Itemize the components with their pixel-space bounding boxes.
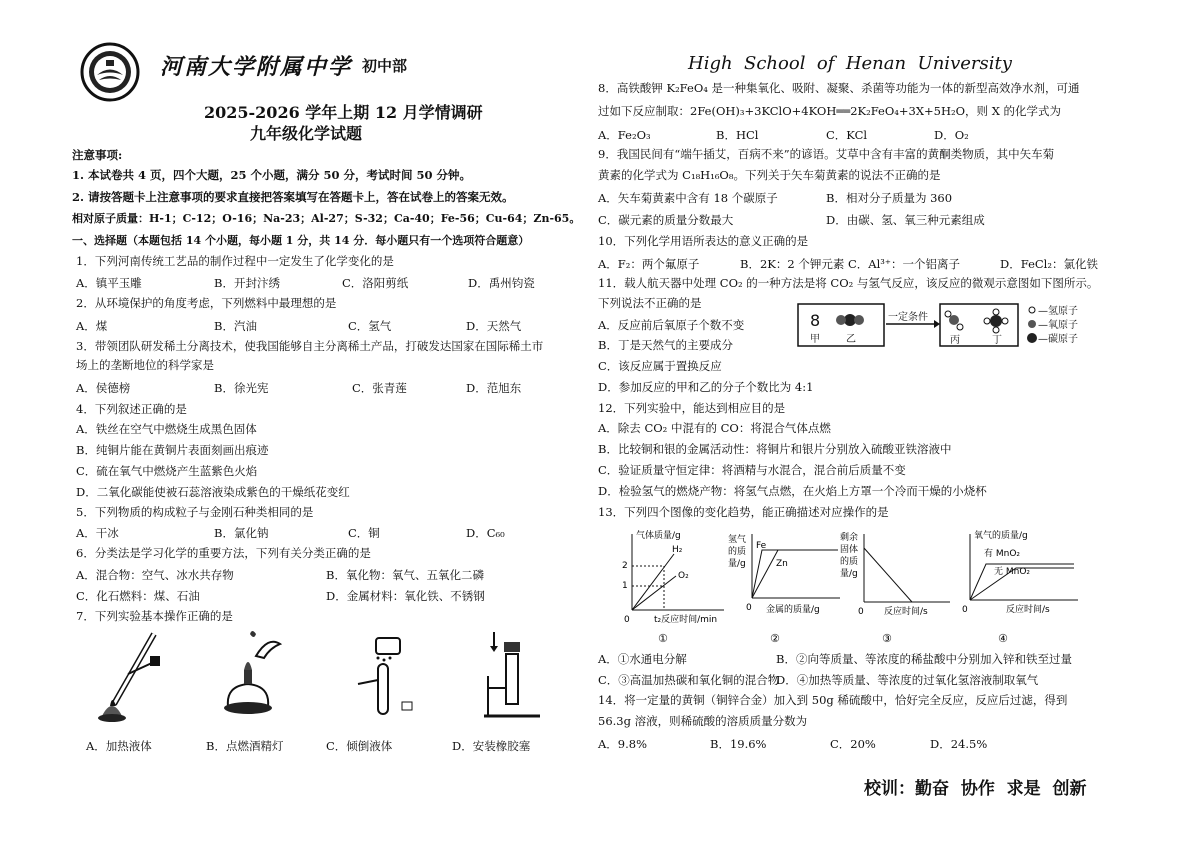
- option: D．FeCl₂：氯化铁: [1000, 257, 1098, 271]
- option: D．安装橡胶塞: [452, 739, 531, 753]
- option: D．金属材料：氧化铁、不锈钢: [326, 589, 485, 603]
- option: C．验证质量守恒定律：将酒精与水混合，混合前后质量不变: [598, 463, 906, 477]
- exam-subtitle: 九年级化学试题: [250, 124, 363, 143]
- option: A．侯德榜: [76, 381, 131, 395]
- graph2-xlabel: 金属的质量/g: [766, 605, 820, 615]
- legend-oxygen-dot: [1028, 320, 1036, 328]
- option: D．由碳、氢、氧三种元素组成: [826, 213, 985, 227]
- option: C．硫在氧气中燃烧产生蓝紫色火焰: [76, 464, 258, 478]
- option: A．铁丝在空气中燃烧生成黑色固体: [76, 422, 257, 436]
- methane-carbon: [990, 315, 1002, 327]
- option: A．9.8%: [598, 737, 648, 751]
- methane-h3: [984, 318, 990, 324]
- water-oxygen: [949, 315, 959, 325]
- graph-3: [838, 526, 956, 648]
- option: B．徐光宪: [214, 381, 269, 395]
- option: A．①水通电分解: [598, 652, 687, 666]
- graph2-ylabel: 的质: [728, 547, 747, 557]
- atomic-masses: 相对原子质量：H-1；C-12；O-16；Na-23；Al-27；S-32；Ca-40；Fe-56；Cu-64；Zn-65。: [72, 212, 581, 225]
- option: A．混合物：空气、冰水共存物: [76, 568, 234, 582]
- graph-1: [614, 526, 732, 648]
- question-stem: 4．下列叙述正确的是: [76, 402, 187, 416]
- graph1-ylabel: 气体质量/g: [636, 531, 681, 541]
- label-bing: 丙: [950, 335, 960, 346]
- option: D．参加反应的甲和乙的分子个数比为 4:1: [598, 380, 814, 394]
- option: C．KCl: [826, 128, 868, 142]
- question-stem: 2．从环境保护的角度考虑，下列燃料中最理想的是: [76, 296, 337, 310]
- option: B．19.6%: [710, 737, 767, 751]
- question-stem: 7．下列实验基本操作正确的是: [76, 609, 233, 623]
- question-stem: 56.3g 溶液，则稀硫酸的溶质质量分数为: [598, 714, 808, 728]
- option: C．铜: [348, 526, 380, 540]
- graph-4: [956, 526, 1086, 648]
- co2-oxygen-right: [854, 315, 864, 325]
- pouring-liquid-illustration: [348, 628, 418, 724]
- option: C．③高温加热碳和氧化铜的混合物: [598, 673, 780, 687]
- graph4-ylabel: 氧气的质量/g: [974, 531, 1028, 541]
- option: D．天然气: [466, 319, 522, 333]
- school-name-cn: 河南大学附属中学: [160, 54, 353, 80]
- legend-carbon-dot: [1027, 333, 1037, 343]
- question-stem: 1．下列河南传统工艺品的制作过程中一定发生了化学变化的是: [76, 254, 394, 268]
- option: B．HCl: [716, 128, 759, 142]
- option: B．②向等质量、等浓度的稀盐酸中分别加入锌和铁至过量: [776, 652, 1072, 666]
- legend-oxygen: —氧原子: [1038, 320, 1078, 331]
- option: D．C₆₀: [466, 526, 505, 540]
- question-stem: 10．下列化学用语所表达的意义正确的是: [598, 234, 809, 248]
- graph4-xlabel: 反应时间/s: [1006, 605, 1050, 615]
- label-yi: 乙: [846, 334, 856, 345]
- question-stem: 13．下列四个图像的变化趋势，能正确描述对应操作的是: [598, 505, 889, 519]
- option: D．④加热等质量、等浓度的过氧化氢溶液制取氧气: [776, 673, 1039, 687]
- option: A．Fe₂O₃: [598, 128, 651, 142]
- water-h2: [957, 324, 963, 330]
- option: D．O₂: [934, 128, 969, 142]
- graph2-series-fe: Fe: [756, 541, 767, 551]
- series-line-solid: [864, 548, 912, 602]
- legend-carbon: —碳原子: [1038, 334, 1078, 345]
- option: B．开封汴绣: [214, 276, 280, 290]
- option: C．碳元素的质量分数最大: [598, 213, 734, 227]
- question-stem: 黄素的化学式为 C₁₈H₁₆O₈。下列关于矢车菊黄素的说法不正确的是: [598, 168, 941, 182]
- option: B．丁是天然气的主要成分: [598, 338, 733, 352]
- reaction-diagram: [796, 300, 1096, 352]
- graph1-ytick: 1: [622, 581, 628, 591]
- option: C．倾倒液体: [326, 739, 393, 753]
- graph1-xlabel: t₂反应时间/min: [654, 615, 718, 625]
- graph4-series: 无 MnO₂: [994, 567, 1031, 577]
- option: D．二氧化碳能使被石蕊溶液染成紫色的干燥纸花变红: [76, 485, 350, 499]
- school-logo: [80, 42, 140, 102]
- label-jia: 甲: [810, 334, 820, 345]
- option: C．张青莲: [352, 381, 407, 395]
- lighting-lamp-illustration: [216, 626, 286, 724]
- graph3-xlabel: 反应时间/s: [884, 607, 928, 617]
- graph1-series-h2: H₂: [672, 545, 683, 555]
- reaction-condition: 一定条件: [888, 312, 928, 323]
- question-stem: 14．将一定量的黄铜（铜锌合金）加入到 50g 稀硫酸中，恰好完全反应，反应后过滤，得到: [598, 693, 1068, 707]
- molecule-h2-symbol: 8: [810, 311, 821, 330]
- co2-oxygen-left: [836, 315, 846, 325]
- option: C．洛阳剪纸: [342, 276, 409, 290]
- question-stem: 过如下反应制取：2Fe(OH)₃+3KClO+4KOH══2K₂FeO₄+3X+5H₂O，则 X 的化学式为: [598, 104, 1062, 118]
- notice-item-1: 1. 本试卷共 4 页，四个大题，25 个小题，满分 50 分，考试时间 50 分钟。: [72, 168, 472, 182]
- question-stem: 8．高铁酸钾 K₂FeO₄ 是一种集氧化、吸附、凝聚、杀菌等功能为一体的新型高效净水剂，可通: [598, 81, 1080, 95]
- legend-hydrogen-dot: [1029, 307, 1035, 313]
- graph3-number: ③: [882, 632, 892, 645]
- graph2-number: ②: [770, 632, 780, 645]
- option: D．禹州钧瓷: [468, 276, 535, 290]
- option: A．加热液体: [86, 739, 152, 753]
- question-stem: 3．带领团队研发稀土分离技术，使我国能够自主分离稀土产品，打破发达国家在国际稀土市: [76, 339, 544, 353]
- graph-2: [728, 526, 846, 648]
- question-stem: 11．载人航天器中处理 CO₂ 的一种方法是将 CO₂ 与氢气反应，该反应的微观示意图如下图所示。: [598, 276, 1099, 290]
- option: B．比较铜和银的金属活动性：将铜片和银片分别放入硫酸亚铁溶液中: [598, 442, 952, 456]
- option: C．氢气: [348, 319, 392, 333]
- option: A．干冰: [76, 526, 119, 540]
- graph1-ytick: 2: [622, 561, 628, 571]
- option: D．检验氢气的燃烧产物：将氢气点燃，在火焰上方罩一个冷而干燥的小烧杯: [598, 484, 987, 498]
- option: B．汽油: [214, 319, 257, 333]
- graph1-origin: 0: [624, 615, 630, 625]
- option: C．20%: [830, 737, 876, 751]
- graph2-origin: 0: [746, 603, 752, 613]
- graph3-origin: 0: [858, 607, 864, 617]
- methane-h4: [1002, 318, 1008, 324]
- option: A．F₂：两个氟原子: [598, 257, 700, 271]
- school-name-en: High School of Henan University: [688, 53, 1012, 74]
- question-stem: 场上的垄断地位的科学家是: [76, 358, 214, 372]
- graph4-origin: 0: [962, 605, 968, 615]
- notice-item-2: 2. 请按答题卡上注意事项的要求直接把答案填写在答题卡上，答在试卷上的答案无效。: [72, 190, 514, 204]
- option: C．该反应属于置换反应: [598, 359, 722, 373]
- option: B．氯化钠: [214, 526, 269, 540]
- graph3-ylabel: 剩余: [840, 533, 859, 543]
- question-stem: 5．下列物质的构成粒子与金刚石种类相同的是: [76, 505, 314, 519]
- exam-title: 2025-2026 学年上期 12 月学情调研: [204, 103, 483, 122]
- option: D．24.5%: [930, 737, 988, 751]
- option: B．纯铜片能在黄铜片表面刻画出痕迹: [76, 443, 269, 457]
- question-stem: 下列说法不正确的是: [598, 296, 702, 310]
- legend-hydrogen: —氢原子: [1038, 306, 1078, 317]
- graph1-number: ①: [658, 632, 668, 645]
- heating-liquid-illustration: [92, 626, 172, 724]
- graph3-ylabel: 固体: [840, 545, 859, 555]
- graph3-ylabel: 的质: [840, 557, 859, 567]
- graph1-series-o2: O₂: [678, 571, 689, 581]
- graph2-ylabel: 氢气: [728, 535, 747, 545]
- option: A．镇平玉雕: [76, 276, 142, 290]
- water-h1: [945, 311, 951, 317]
- series-line-zn: [752, 550, 778, 598]
- option: A．煤: [76, 319, 108, 333]
- question-stem: 12．下列实验中，能达到相应目的是: [598, 401, 786, 415]
- option: B．氧化物：氧气、五氧化二磷: [326, 568, 484, 582]
- option: B．相对分子质量为 360: [826, 191, 953, 205]
- option: B．点燃酒精灯: [206, 739, 284, 753]
- option: B．2K：2 个钾元素: [740, 257, 845, 271]
- option: A．矢车菊黄素中含有 18 个碳原子: [598, 191, 778, 205]
- methane-h2: [993, 327, 999, 333]
- graph4-number: ④: [998, 632, 1008, 645]
- option: A．反应前后氧原子个数不变: [598, 318, 745, 332]
- methane-h1: [993, 309, 999, 315]
- graph2-ylabel: 量/g: [728, 559, 746, 569]
- option: C．Al³⁺：一个铝离子: [848, 257, 960, 271]
- graph4-series: 有 MnO₂: [984, 549, 1021, 559]
- option: D．范旭东: [466, 381, 522, 395]
- option: C．化石燃料：煤、石油: [76, 589, 200, 603]
- label-ding: 丁: [992, 335, 1002, 346]
- graph3-ylabel: 量/g: [840, 569, 858, 579]
- question-stem: 9．我国民间有“端午插艾，百病不来”的谚语。艾草中含有丰富的黄酮类物质，其中矢车菊: [598, 147, 1055, 161]
- school-motto: 校训：勤奋 协作 求是 创新: [864, 779, 1087, 799]
- section-heading: 一、选择题（本题包括 14 个小题，每小题 1 分，共 14 分．每小题只有一个选项符合题意）: [72, 234, 530, 247]
- inserting-stopper-illustration: [474, 626, 544, 724]
- question-stem: 6．分类法是学习化学的重要方法，下列有关分类正确的是: [76, 546, 371, 560]
- graph2-series-zn: Zn: [776, 559, 788, 569]
- school-division: 初中部: [362, 57, 408, 75]
- option: A．除去 CO₂ 中混有的 CO：将混合气体点燃: [598, 421, 831, 435]
- notice-heading: 注意事项:: [72, 148, 123, 162]
